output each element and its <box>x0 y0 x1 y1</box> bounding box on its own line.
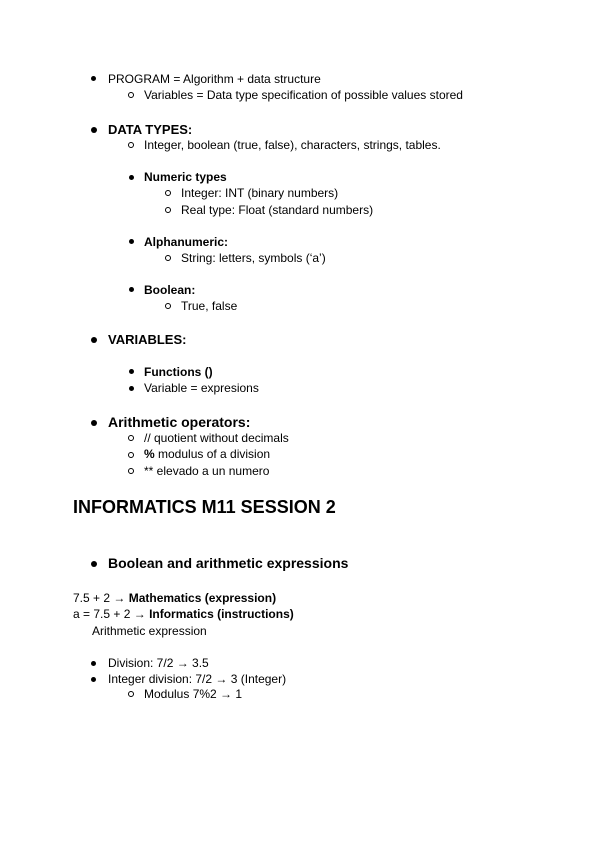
bullet-icon <box>129 175 134 180</box>
bullet-icon <box>91 561 97 567</box>
bullet-icon <box>129 239 134 244</box>
hollow-bullet-icon <box>165 190 171 196</box>
bullet-icon <box>129 369 134 374</box>
hollow-bullet-icon <box>165 207 171 213</box>
bullet-icon <box>91 337 97 343</box>
note-arithmetic-expression: Arithmetic expression <box>92 624 207 638</box>
note-modulus-text: modulus of a division <box>154 447 271 461</box>
note-quotient: // quotient without decimals <box>144 431 289 445</box>
note-data-types-list: Integer, boolean (true, false), characters, strings, tables. <box>144 138 441 152</box>
hollow-bullet-icon <box>128 452 134 458</box>
math-label: Mathematics (expression) <box>128 591 277 605</box>
note-real-type: Real type: Float (standard numbers) <box>181 203 374 217</box>
subheading-functions: Functions () <box>144 365 213 379</box>
note-true-false: True, false <box>181 299 238 313</box>
hollow-bullet-icon <box>128 435 134 441</box>
note-modulus-example: Modulus 7%2 → 1 <box>144 687 243 701</box>
heading-boolean-arithmetic: Boolean and arithmetic expressions <box>108 555 349 571</box>
note-modulus <box>144 448 270 460</box>
hollow-bullet-icon <box>128 691 134 697</box>
heading-data-types: DATA TYPES: <box>108 122 193 137</box>
note-integer-division: Integer division: 7/2 → 3 (Integer) <box>108 672 287 686</box>
note-division: Division: 7/2 → 3.5 <box>108 656 209 670</box>
bullet-icon <box>129 287 134 292</box>
heading-variables: VARIABLES: <box>108 332 187 347</box>
note-string: String: letters, symbols (‘a’) <box>181 251 326 265</box>
bullet-icon <box>91 420 97 426</box>
hollow-bullet-icon <box>165 255 171 261</box>
hollow-bullet-icon <box>128 142 134 148</box>
bullet-icon <box>91 76 96 81</box>
informatics-expression: a = 7.5 + 2 → <box>73 607 150 621</box>
hollow-bullet-icon <box>128 468 134 474</box>
subheading-boolean: Boolean: <box>144 283 196 297</box>
subheading-alphanumeric: Alphanumeric: <box>144 235 229 249</box>
line-informatics <box>73 608 294 620</box>
bullet-icon <box>129 386 134 391</box>
math-expression: 7.5 + 2 → <box>73 591 129 605</box>
note-integer: Integer: INT (binary numbers) <box>181 186 339 200</box>
line-mathematics <box>73 592 276 604</box>
heading-arithmetic-operators: Arithmetic operators: <box>108 414 251 430</box>
session-heading: INFORMATICS M11 SESSION 2 <box>73 497 336 517</box>
hollow-bullet-icon <box>165 303 171 309</box>
bullet-icon <box>91 677 96 682</box>
subheading-numeric-types: Numeric types <box>144 170 227 184</box>
note-variables-definition: Variables = Data type specification of possible values stored <box>144 88 463 102</box>
bullet-icon <box>91 127 97 133</box>
note-program: PROGRAM = Algorithm + data structure <box>108 72 321 86</box>
hollow-bullet-icon <box>128 92 134 98</box>
informatics-label: Informatics (instructions) <box>149 607 294 621</box>
bullet-icon <box>91 661 96 666</box>
note-variable-expresions: Variable = expresions <box>144 381 259 395</box>
percent-symbol: % <box>144 447 155 461</box>
note-elevado: ** elevado a un numero <box>144 464 270 478</box>
